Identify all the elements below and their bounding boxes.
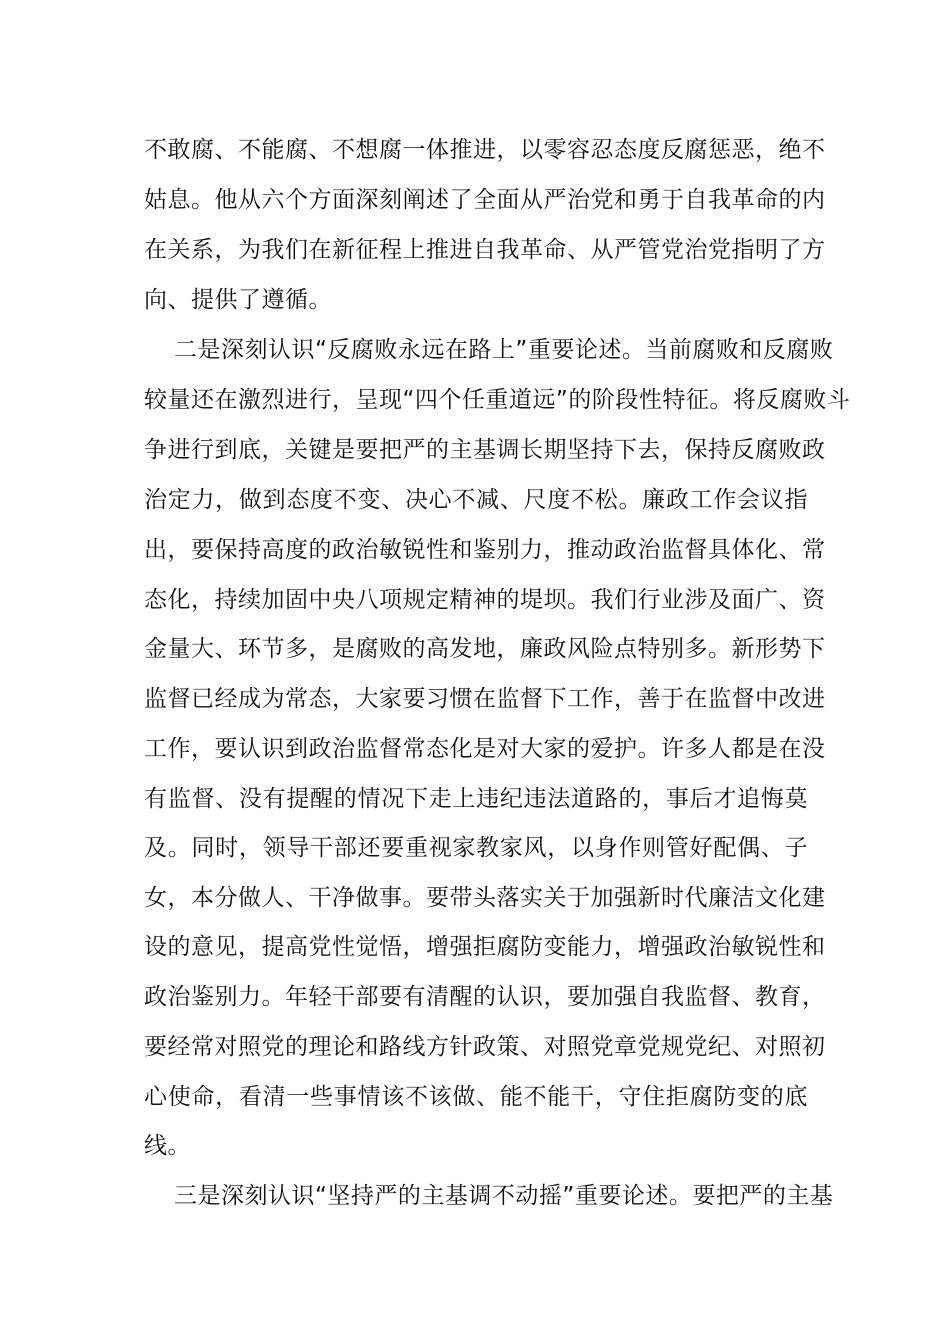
text-line: 有监督、没有提醒的情况下走上违纪违法道路的，事后才追悔莫	[144, 786, 808, 812]
text-line: 政治鉴别力。年轻干部要有清醒的认识，要加强自我监督、教育，	[144, 984, 826, 1010]
text-line: 治定力，做到态度不变、决心不减、尺度不松。廉政工作会议指	[144, 487, 808, 513]
text-line: 设的意见，提高党性觉悟，增强拒腐防变能力，增强政治敏锐性和	[144, 934, 826, 960]
text-line: 金量大、环节多，是腐败的高发地，廉政风险点特别多。新形势下	[144, 636, 826, 662]
text-line: 不敢腐、不能腐、不想腐一体推进，以零容忍态度反腐惩恶，绝不	[144, 137, 826, 163]
paragraph-start-line: 二是深刻认识“反腐败永远在路上”重要论述。当前腐败和反腐败	[174, 337, 834, 363]
text-line: 争进行到底，关键是要把严的主基调长期坚持下去，保持反腐败政	[144, 437, 826, 463]
text-line: 在关系，为我们在新征程上推进自我革命、从严管党治党指明了方	[144, 237, 826, 263]
text-line: 出，要保持高度的政治敏锐性和鉴别力，推动政治监督具体化、常	[144, 537, 826, 563]
text-line: 向、提供了遵循。	[144, 287, 332, 313]
text-line: 较量还在激烈进行，呈现“四个任重道远”的阶段性特征。将反腐败斗	[144, 387, 851, 413]
text-line: 心使命，看清一些事情该不该做、能不能干，守住拒腐防变的底	[144, 1084, 808, 1110]
text-line: 女，本分做人、干净做事。要带头落实关于加强新时代廉洁文化建	[144, 885, 826, 911]
text-line: 要经常对照党的理论和路线方针政策、对照党章党规党纪、对照初	[144, 1034, 826, 1060]
text-line: 态化，持续加固中央八项规定精神的堤坝。我们行业涉及面广、资	[144, 587, 826, 613]
text-line: 姑息。他从六个方面深刻阐述了全面从严治党和勇于自我革命的内	[144, 187, 826, 213]
text-line: 及。同时，领导干部还要重视家教家风，以身作则管好配偶、子	[144, 835, 808, 861]
text-line: 工作，要认识到政治监督常态化是对大家的爱护。许多人都是在没	[144, 736, 826, 762]
text-line: 监督已经成为常态，大家要习惯在监督下工作，善于在监督中改进	[144, 686, 826, 712]
text-line: 线。	[144, 1133, 191, 1159]
paragraph-start-line: 三是深刻认识“坚持严的主基调不动摇”重要论述。要把严的主基	[174, 1183, 834, 1209]
